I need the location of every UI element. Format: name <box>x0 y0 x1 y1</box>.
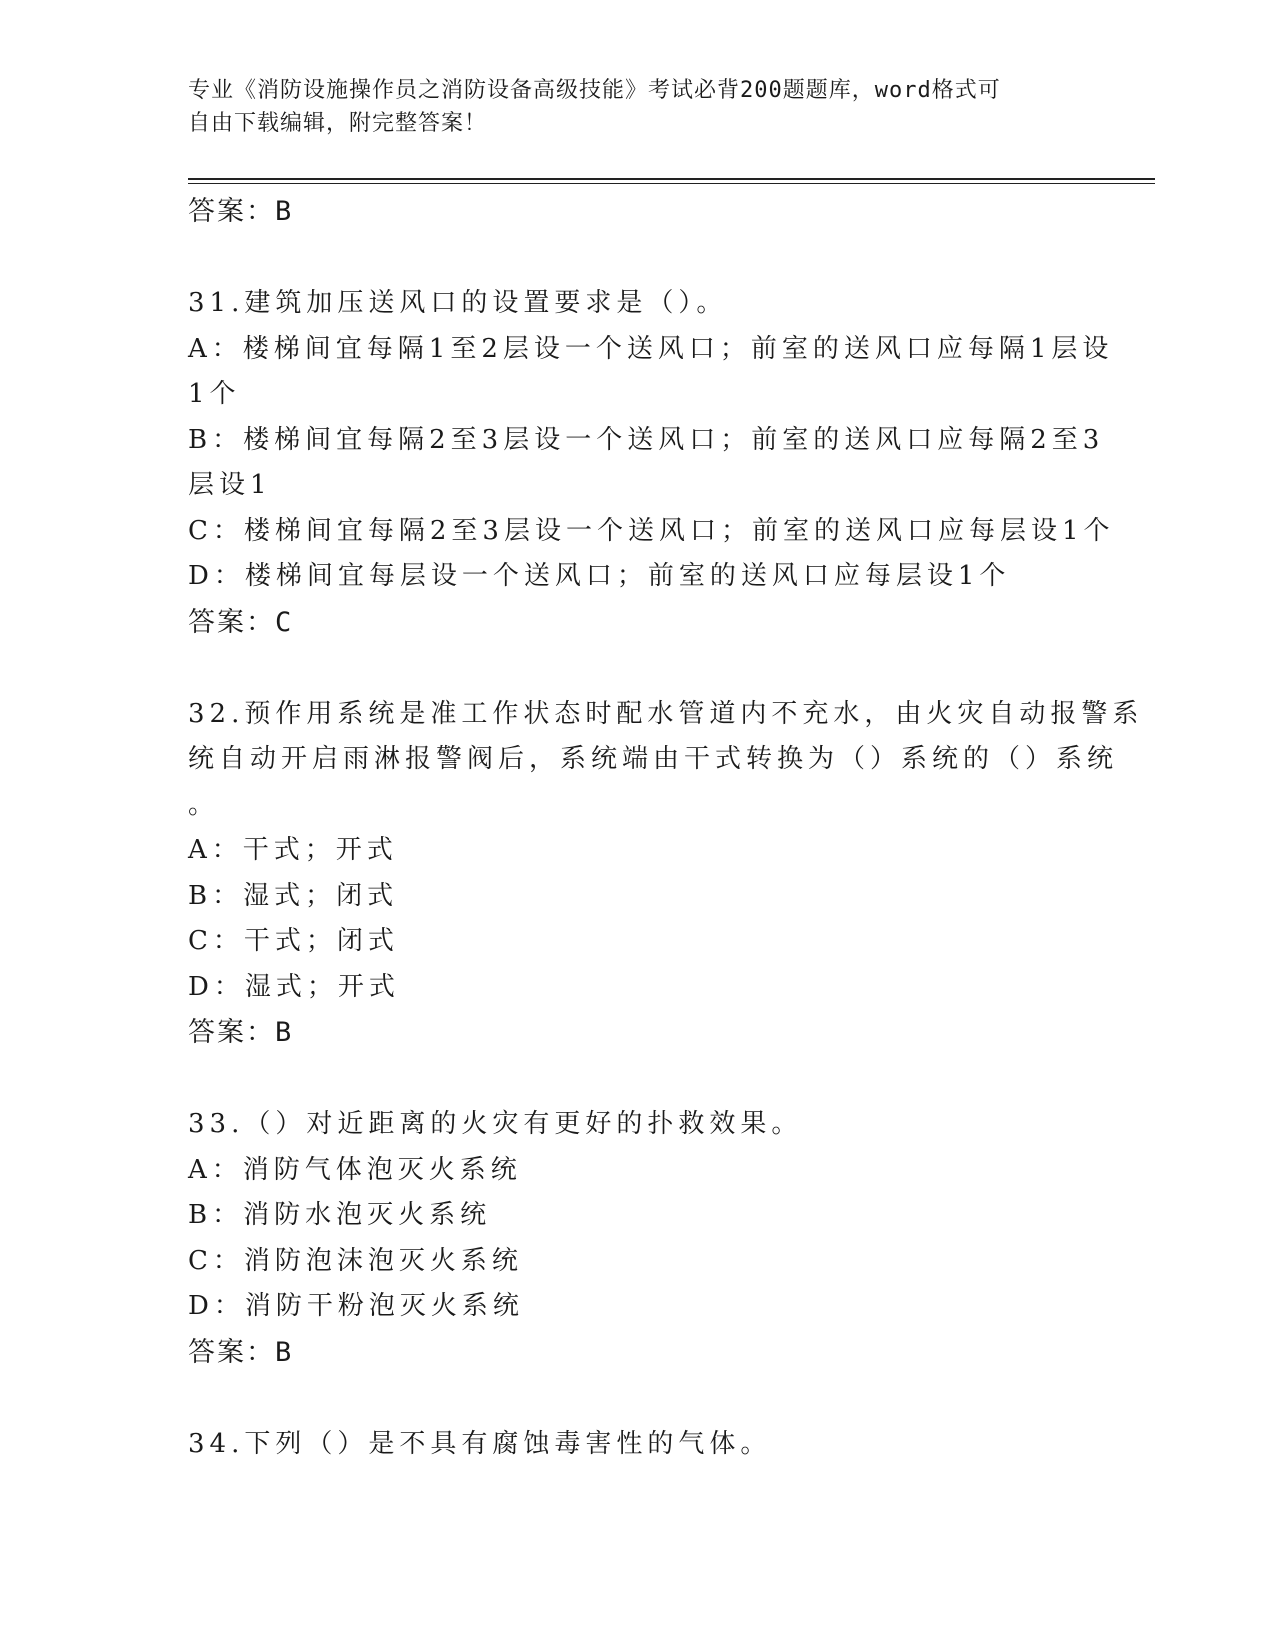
answer-label: 答案： <box>188 1017 275 1048</box>
answer-label: 答案： <box>188 196 275 227</box>
option-c: C：楼梯间宜每隔2至3层设一个送风口；前室的送风口应每层设1个 <box>188 515 1115 546</box>
option-d: D：消防干粉泡灭火系统 <box>188 1291 524 1321</box>
option-b-continued: 层设1 <box>188 470 272 500</box>
question-stem: 34.下列（）是不具有腐蚀毒害性的气体。 <box>188 1428 772 1459</box>
option-b: B：楼梯间宜每隔2至3层设一个送风口；前室的送风口应每隔2至3 <box>188 424 1105 455</box>
spacer <box>188 645 1088 692</box>
answer-line <box>188 189 1088 234</box>
question-34 <box>188 1422 1088 1468</box>
spacer <box>188 1055 1088 1102</box>
question-stem: 31.建筑加压送风口的设置要求是（）。 <box>188 288 728 318</box>
header-line-1: 专业《消防设施操作员之消防设备高级技能》考试必背200题题库，word格式可 <box>188 78 1001 103</box>
option-a: A：消防气体泡灭火系统 <box>188 1154 522 1185</box>
option-a-continued: 1个 <box>188 379 241 409</box>
option-b: B：消防水泡灭火系统 <box>188 1200 492 1230</box>
option-d: D：湿式；开式 <box>188 971 400 1002</box>
question-32 <box>188 692 1144 1056</box>
page-header <box>188 74 1068 140</box>
question-list <box>188 189 1144 1467</box>
question-33 <box>188 1102 1088 1375</box>
question-stem: 32.预作用系统是准工作状态时配水管道内不充水，由火灾自动报警系 <box>188 698 1144 729</box>
question-31 <box>188 281 1115 645</box>
option-d: D：楼梯间宜每层设一个送风口；前室的送风口应每层设1个 <box>188 561 1011 591</box>
option-b: B：湿式；闭式 <box>188 880 399 911</box>
answer-value: B <box>275 1017 292 1048</box>
option-a: A：楼梯间宜每隔1至2层设一个送风口；前室的送风口应每隔1层设 <box>188 333 1114 364</box>
answer-value: B <box>275 196 292 227</box>
option-c: C：干式；闭式 <box>188 926 399 956</box>
question-stem-continued: 。 <box>188 789 220 820</box>
answer-value: B <box>275 1336 292 1368</box>
option-c: C：消防泡沫泡灭火系统 <box>188 1245 523 1276</box>
spacer <box>188 234 1088 281</box>
header-line-2: 自由下载编辑，附完整答案！ <box>188 111 488 136</box>
answer-label: 答案： <box>188 1336 275 1368</box>
option-a: A：干式；开式 <box>188 835 398 865</box>
header-divider <box>188 178 1155 184</box>
question-stem: 33.（）对近距离的火灾有更好的扑救效果。 <box>188 1109 803 1139</box>
answer-value: C <box>275 606 292 638</box>
answer-line <box>188 1010 1088 1055</box>
answer-line <box>188 1330 1088 1375</box>
spacer <box>188 1375 1088 1422</box>
answer-line <box>188 600 1088 645</box>
question-stem-continued: 统自动开启雨淋报警阀后，系统端由干式转换为（）系统的（）系统 <box>188 744 1119 774</box>
answer-label: 答案： <box>188 606 275 638</box>
